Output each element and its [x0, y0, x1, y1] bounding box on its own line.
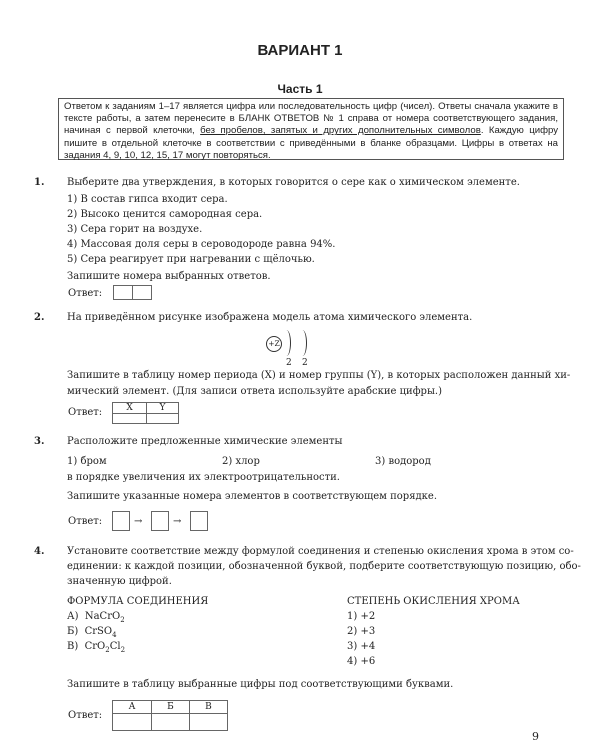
- atom-nucleus: +Z: [266, 336, 282, 352]
- q4-answer-table: [112, 700, 228, 731]
- q1-text: Выберите два утверждения, в которых говорится о сере как о химическом элементе.: [67, 177, 520, 188]
- col-header-b: Б: [152, 701, 190, 714]
- col-header-x: X: [113, 403, 147, 414]
- col-header-v: В: [189, 701, 227, 714]
- q4-answer-label: Ответ:: [68, 710, 103, 721]
- q3-order-text: в порядке увеличения их электроотрицательности.: [67, 472, 340, 483]
- formula-item: [67, 626, 117, 639]
- q3-prompt: Запишите указанные номера элементов в соответствующем порядке.: [67, 491, 438, 502]
- q2-prompt-cont: мический элемент. (Для записи ответа используйте арабские цифры.): [67, 386, 442, 397]
- q4-answer-cell[interactable]: [189, 714, 227, 731]
- oxidation-state: 3) +4: [347, 641, 376, 652]
- q3-option: 1) бром: [67, 456, 107, 467]
- arrow-right-icon: →: [173, 516, 182, 527]
- q1-option: 3) Сера горит на воздухе.: [67, 224, 203, 235]
- q2-prompt: Запишите в таблицу номер периода (X) и номер группы (Y), в которых расположен данный хи-: [67, 370, 571, 381]
- q3-answer-label: Ответ:: [68, 516, 103, 527]
- q4-answer-cell[interactable]: [113, 714, 152, 731]
- shell-electron-count: 2: [302, 358, 308, 368]
- q2-answer-cell[interactable]: [113, 414, 147, 424]
- q4-text: Установите соответствие между формулой соединения и степенью окисления хрома в этом со-: [67, 546, 574, 557]
- formula-text: CrO: [84, 641, 106, 652]
- q4-prompt: Запишите в таблицу выбранные цифры под соответствующими буквами.: [67, 679, 454, 690]
- q1-option: 5) Сера реагирует при нагревании с щёлочью.: [67, 254, 315, 265]
- q2-text: На приведённом рисунке изображена модель атома химического элемента.: [67, 312, 473, 323]
- variant-title: ВАРИАНТ 1: [257, 42, 343, 59]
- q3-text: Расположите предложенные химические элементы: [67, 436, 343, 447]
- q4-text: значенную цифрой.: [67, 576, 172, 587]
- part-title: Часть 1: [277, 82, 323, 96]
- formula-item: [67, 611, 125, 624]
- oxidation-state: 2) +3: [347, 626, 376, 637]
- oxidation-state: 4) +6: [347, 656, 376, 667]
- q2-answer-cell[interactable]: [147, 414, 179, 424]
- formula-heading: ФОРМУЛА СОЕДИНЕНИЯ: [67, 596, 209, 607]
- q2-answer-table: [112, 402, 179, 424]
- arrow-right-icon: →: [134, 516, 143, 527]
- shell-electron-count: 2: [286, 358, 292, 368]
- instructions-box: [58, 98, 564, 160]
- q1-answer-cell[interactable]: [132, 285, 152, 300]
- q1-answer-cell[interactable]: [113, 285, 133, 300]
- q3-number: 3.: [34, 436, 45, 447]
- electron-shell: [282, 330, 291, 356]
- formula-text: CrSO: [84, 626, 113, 637]
- instructions-text: Ответом к заданиям 1–17 является цифра или последовательность цифр (чисел). Ответы сначала укажите в тексте работы, а затем перенесите в БЛАНК ОТВЕТОВ № 1 справа от номера соответствующего задания, начиная с первой клеточки,: [64, 101, 558, 137]
- electron-shell: [298, 330, 307, 356]
- oxidation-heading: СТЕПЕНЬ ОКИСЛЕНИЯ ХРОМА: [347, 596, 520, 607]
- q2-answer-label: Ответ:: [68, 407, 103, 418]
- q3-option: 3) водород: [375, 456, 431, 467]
- q1-option: 2) Высоко ценится самородная сера.: [67, 209, 263, 220]
- oxidation-state: 1) +2: [347, 611, 376, 622]
- q3-option: 2) хлор: [222, 456, 260, 467]
- q4-answer-cell[interactable]: [152, 714, 190, 731]
- q1-prompt: Запишите номера выбранных ответов.: [67, 271, 271, 282]
- formula-subscript: 4: [112, 631, 117, 639]
- formula-subscript: 2: [120, 616, 125, 624]
- formula-letter: А): [67, 611, 79, 622]
- instructions-underlined: без пробелов, запятых и других дополнительных символов: [200, 125, 481, 137]
- formula-text: Cl: [109, 641, 121, 652]
- formula-subscript: 2: [120, 646, 126, 654]
- col-header-y: Y: [147, 403, 179, 414]
- q1-answer-label: Ответ:: [68, 288, 103, 299]
- page-number: 9: [532, 730, 539, 743]
- q4-text: единении: к каждой позиции, обозначенной буквой, подберите соответствующую позицию, обо-: [67, 561, 581, 572]
- q4-number: 4.: [34, 546, 45, 557]
- formula-item: [67, 641, 125, 654]
- q1-number: 1.: [34, 177, 45, 188]
- formula-text: NaCrO: [84, 611, 121, 622]
- instructions-text-end: . Каждую цифру пишите в отдельной клеточке в соответствии с приведёнными в бланке образцами. Цифры в ответах на задания 4, 9, 10, 12, 15, 17 могут повторяться.: [64, 125, 558, 161]
- formula-subscript: 2: [105, 646, 110, 654]
- atom-model: [262, 330, 310, 374]
- q3-answer-cell[interactable]: [190, 511, 208, 531]
- q3-answer-cell[interactable]: [112, 511, 130, 531]
- q3-answer-cell[interactable]: [151, 511, 169, 531]
- formula-letter: Б): [67, 626, 79, 637]
- q2-number: 2.: [34, 312, 45, 323]
- formula-letter: В): [67, 641, 79, 652]
- q1-option: 4) Массовая доля серы в сероводороде равна 94%.: [67, 239, 336, 250]
- q1-option: 1) В состав гипса входит сера.: [67, 194, 228, 205]
- col-header-a: А: [113, 701, 152, 714]
